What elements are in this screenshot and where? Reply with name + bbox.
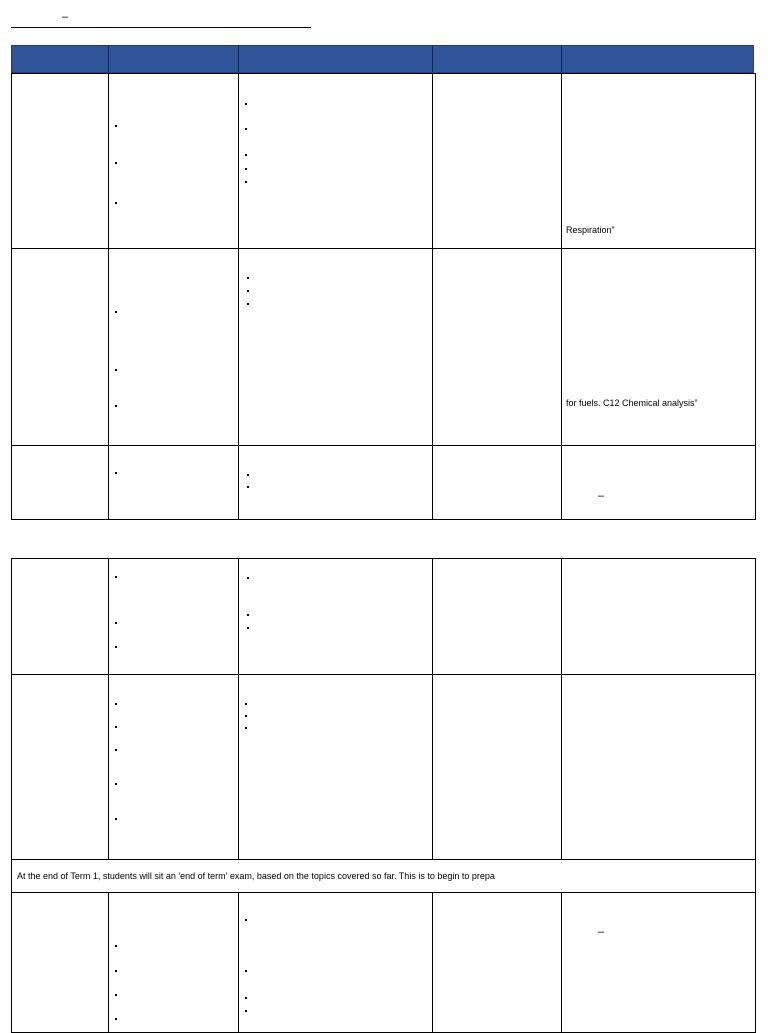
- cell: [562, 74, 756, 249]
- cell: [239, 446, 433, 520]
- cell: [239, 559, 433, 675]
- bullet: [115, 646, 117, 648]
- bullet: [115, 369, 117, 371]
- bullet: [115, 622, 117, 624]
- dash-mark: –: [598, 926, 605, 938]
- cell: [433, 893, 562, 1033]
- title-underline: [11, 27, 311, 28]
- table-header: [11, 45, 754, 73]
- cell: [562, 559, 756, 675]
- cell: [109, 893, 239, 1033]
- cell: [12, 74, 109, 249]
- cell: [12, 249, 109, 446]
- cell: [109, 74, 239, 249]
- bullet: [115, 162, 117, 164]
- bullet: [245, 997, 247, 999]
- bullet: [115, 783, 117, 785]
- cell-text: for fuels. C12 Chemical analysis”: [566, 398, 698, 408]
- header-cell-1: [12, 46, 109, 72]
- bullet: [115, 818, 117, 820]
- bullet: [247, 577, 249, 579]
- bullet: [245, 128, 247, 130]
- bullet: [115, 125, 117, 127]
- bullet: [115, 970, 117, 972]
- bullet: [247, 474, 249, 476]
- table-row: [12, 860, 756, 893]
- header-cell-4: [433, 46, 562, 72]
- cell: [239, 249, 433, 446]
- bullet: [247, 290, 249, 292]
- cell: [239, 74, 433, 249]
- cell: [562, 893, 756, 1033]
- header-cell-2: [109, 46, 239, 72]
- bullet: [115, 1018, 117, 1020]
- header-cell-3: [239, 46, 433, 72]
- bullet: [115, 726, 117, 728]
- table-row: [12, 893, 756, 1033]
- bullet: [245, 181, 247, 183]
- bullet: [115, 703, 117, 705]
- dash-mark: –: [598, 490, 605, 502]
- table-row: [12, 74, 756, 249]
- bullet: [247, 486, 249, 488]
- cell: [433, 249, 562, 446]
- bullet: [245, 168, 247, 170]
- table-row: [12, 446, 756, 520]
- cell: [239, 675, 433, 860]
- bullet: [115, 405, 117, 407]
- bullet: [245, 727, 247, 729]
- cell: [109, 559, 239, 675]
- cell: [12, 559, 109, 675]
- cell: [433, 675, 562, 860]
- bullet: [115, 945, 117, 947]
- cell: [109, 249, 239, 446]
- cell: [433, 559, 562, 675]
- bullet: [245, 970, 247, 972]
- bullet: [245, 103, 247, 105]
- bullet: [115, 311, 117, 313]
- cell: [239, 893, 433, 1033]
- bullet: [245, 703, 247, 705]
- cell: [109, 675, 239, 860]
- cell: [12, 675, 109, 860]
- bullet: [115, 202, 117, 204]
- bullet: [245, 1010, 247, 1012]
- bullet: [247, 303, 249, 305]
- bullet: [115, 472, 117, 474]
- cell: [433, 446, 562, 520]
- table-row: [12, 249, 756, 446]
- bullet: [247, 614, 249, 616]
- table-row: [12, 675, 756, 860]
- cell: [12, 893, 109, 1033]
- table-1: [11, 73, 756, 520]
- bullet: [245, 919, 247, 921]
- cell-text: Respiration”: [566, 225, 615, 235]
- cell: [109, 446, 239, 520]
- bullet: [115, 576, 117, 578]
- cell: [562, 675, 756, 860]
- bullet: [247, 277, 249, 279]
- cell: [12, 446, 109, 520]
- term-note: At the end of Term 1, students will sit an 'end of term' exam, based on the topics covered so far. This is to begin to prepa: [12, 860, 756, 893]
- bullet: [247, 627, 249, 629]
- bullet: [245, 715, 247, 717]
- cell: [562, 446, 756, 520]
- bullet: [115, 749, 117, 751]
- bullet: [245, 154, 247, 156]
- table-2: [11, 558, 756, 1033]
- cell: [433, 74, 562, 249]
- cell: [562, 249, 756, 446]
- title-dash: –: [62, 11, 69, 23]
- table-row: [12, 559, 756, 675]
- bullet: [115, 994, 117, 996]
